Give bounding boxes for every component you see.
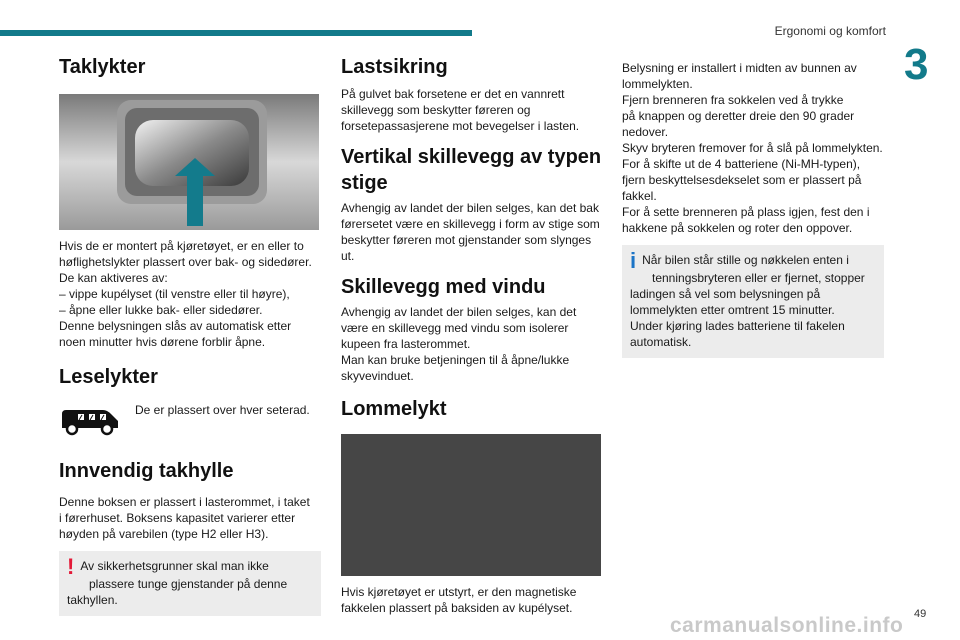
- leselykter-text: De er plassert over hver seterad.: [135, 403, 310, 417]
- lommelykt-line: fakkelen plassert på baksiden av kupélyset.: [341, 601, 573, 615]
- heading-takhylle: Innvendig takhylle: [59, 460, 234, 482]
- vindu-line: Man kan bruke betjeningen til å åpne/lukke: [341, 353, 570, 367]
- info-line: Når bilen står stille og nøkkelen enten i: [642, 253, 849, 267]
- vindu-line: Avhengig av landet der bilen selges, kan det: [341, 305, 577, 319]
- column-middle: [341, 54, 603, 616]
- info-icon: i: [630, 248, 637, 273]
- vindu-line: kupeen fra lasterommet.: [341, 337, 471, 351]
- lommelykt-detail-line: fjern beskyttelsesdekselet som er plassert på: [622, 173, 862, 187]
- takhylle-line: høyden på varebilen (type H2 eller H3).: [59, 527, 269, 541]
- vertikal-line: ut.: [341, 249, 355, 263]
- lastsikring-line: forsetepassasjerene mot bevegelser i lasten.: [341, 119, 580, 133]
- vindu-line: skyvevinduet.: [341, 369, 414, 383]
- van-seat-rows-icon: [59, 406, 121, 436]
- info-line: ladingen så vel som belysningen på: [630, 287, 821, 301]
- heading-vertikal-line-1: Vertikal skillevegg av typen: [341, 146, 602, 168]
- lommelykt-detail-line: lommelykten.: [622, 77, 693, 91]
- lommelykt-detail-line: Skyv bryteren fremover for å slå på lommelykten.: [622, 141, 883, 155]
- warning-line: Av sikkerhetsgrunner skal man ikke: [80, 559, 269, 573]
- taklykter-line: Denne belysningen slås av automatisk etter: [59, 319, 292, 333]
- exclamation-warning-icon: !: [67, 554, 75, 579]
- info-line: Under kjøring lades batteriene til fakelen: [630, 319, 845, 333]
- warning-line: takhyllen.: [67, 593, 118, 607]
- taklykter-line: noen minutter hvis dørene forblir åpne.: [59, 335, 266, 349]
- warning-line: plassere tunge gjenstander på denne: [89, 577, 288, 591]
- lommelykt-detail-line: For å skifte ut de 4 batteriene (Ni-MH-typen),: [622, 157, 861, 171]
- takhylle-line: i førerhuset. Boksens kapasitet varierer etter: [59, 511, 296, 525]
- watermark: carmanualsonline.info: [670, 614, 904, 637]
- lommelykt-detail-line: For å sette brenneren på plass igjen, fest den i: [622, 205, 870, 219]
- column-right: [622, 60, 884, 358]
- heading-leselykter: Leselykter: [59, 366, 158, 388]
- lommelykt-detail-line: fakkel.: [622, 189, 657, 203]
- taklykter-line: – åpne eller lukke bak- eller sidedører.: [59, 303, 263, 317]
- heading-lommelykt: Lommelykt: [341, 398, 447, 420]
- info-line: automatisk.: [630, 335, 692, 349]
- lommelykt-detail-line: Fjern brenneren fra sokkelen ved å trykke: [622, 93, 844, 107]
- courtesy-lamp-image: [59, 94, 319, 230]
- heading-taklykter: Taklykter: [59, 56, 146, 78]
- lommelykt-line: Hvis kjøretøyet er utstyrt, er den magnetiske: [341, 585, 577, 599]
- takhylle-line: Denne boksen er plassert i lasterommet, i taket: [59, 495, 310, 509]
- lastsikring-line: På gulvet bak forsetene er det en vannrett: [341, 87, 565, 101]
- heading-vertikal-line-2: stige: [341, 172, 388, 194]
- lommelykt-detail-line: nedover.: [622, 125, 669, 139]
- lommelykt-detail-line: hakkene på sokkelen og roter den oppover.: [622, 221, 853, 235]
- heading-vertikal-skillevegg: [341, 144, 603, 196]
- taklykter-line: – vippe kupélyset (til venstre eller til høyre),: [59, 287, 290, 301]
- section-title: Ergonomi og komfort: [774, 24, 886, 38]
- lastsikring-line: skillevegg som beskytter føreren og: [341, 103, 531, 117]
- leselykter-row: [59, 400, 321, 436]
- page-number: 49: [914, 608, 927, 620]
- vertikal-line: beskytter føreren mot gjenstander som slynges: [341, 233, 592, 247]
- warning-note: [59, 551, 321, 616]
- info-line: tenningsbryteren eller er fjernet, stopper: [652, 271, 865, 285]
- lommelykt-detail-line: på knappen og deretter dreie den 90 grader: [622, 109, 855, 123]
- info-line: lommelykten etter omtrent 15 minutter.: [630, 303, 835, 317]
- vindu-line: være en skillevegg med vindu som isolerer: [341, 321, 569, 335]
- heading-skillevegg-vindu: Skillevegg med vindu: [341, 276, 546, 298]
- heading-lastsikring: Lastsikring: [341, 56, 448, 78]
- column-left: [59, 54, 321, 616]
- taklykter-line: høflighetslykter plassert over bak- og sidedører.: [59, 255, 312, 269]
- vertikal-line: Avhengig av landet der bilen selges, kan det bak: [341, 201, 599, 215]
- flashlight-image: [341, 434, 601, 576]
- lommelykt-detail-line: Belysning er installert i midten av bunnen av: [622, 61, 857, 75]
- chapter-number: 3: [904, 40, 929, 89]
- header-accent-bar: [0, 30, 472, 36]
- vertikal-line: førersetet være en skillevegg i form av stige som: [341, 217, 600, 231]
- taklykter-line: Hvis de er montert på kjøretøyet, er en eller to: [59, 239, 304, 253]
- info-note: [622, 245, 884, 358]
- taklykter-line: De kan aktiveres av:: [59, 271, 168, 285]
